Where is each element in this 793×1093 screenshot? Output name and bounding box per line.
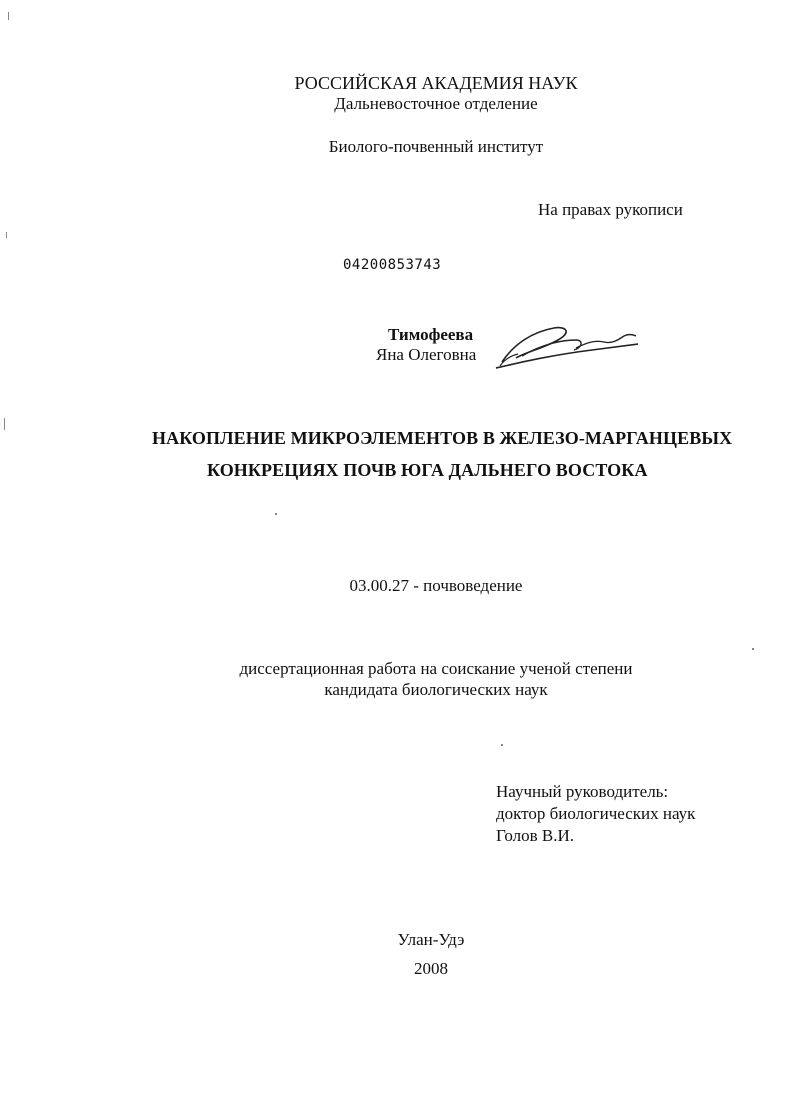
- degree-line1: диссертационная работа на соискание ученой степени: [239, 659, 633, 678]
- manuscript-rights: На правах рукописи: [538, 200, 683, 219]
- supervisor-degree: доктор биологических наук: [496, 804, 696, 823]
- dissertation-title-line2: КОНКРЕЦИЯХ ПОЧВ ЮГА ДАЛЬНЕГО ВОСТОКА: [207, 460, 648, 480]
- catalog-number: 04200853743: [343, 257, 442, 273]
- author-surname: Тимофеева: [388, 325, 474, 344]
- scan-speck: [501, 744, 503, 746]
- institute-name: Биолого-почвенный институт: [328, 137, 544, 156]
- degree-line2: кандидата биологических наук: [324, 680, 548, 699]
- scan-speck: [275, 513, 277, 515]
- specialty-code: 03.00.27 - почвоведение: [349, 576, 523, 595]
- author-signature: [492, 322, 642, 372]
- city: Улан-Удэ: [397, 930, 465, 949]
- supervisor-name: Голов В.И.: [496, 826, 574, 845]
- branch-name: Дальневосточное отделение: [334, 94, 538, 113]
- scan-speck: [8, 12, 9, 20]
- academy-name: РОССИЙСКАЯ АКАДЕМИЯ НАУК: [294, 73, 578, 93]
- dissertation-title-line1: НАКОПЛЕНИЕ МИКРОЭЛЕМЕНТОВ В ЖЕЛЕЗО-МАРГАНЦЕВЫХ: [152, 428, 733, 448]
- author-given-names: Яна Олеговна: [376, 345, 477, 364]
- year: 2008: [414, 959, 448, 978]
- scan-speck: [4, 418, 5, 430]
- supervisor-label: Научный руководитель:: [496, 782, 669, 801]
- scan-speck: [752, 648, 754, 650]
- scan-speck: [6, 232, 7, 238]
